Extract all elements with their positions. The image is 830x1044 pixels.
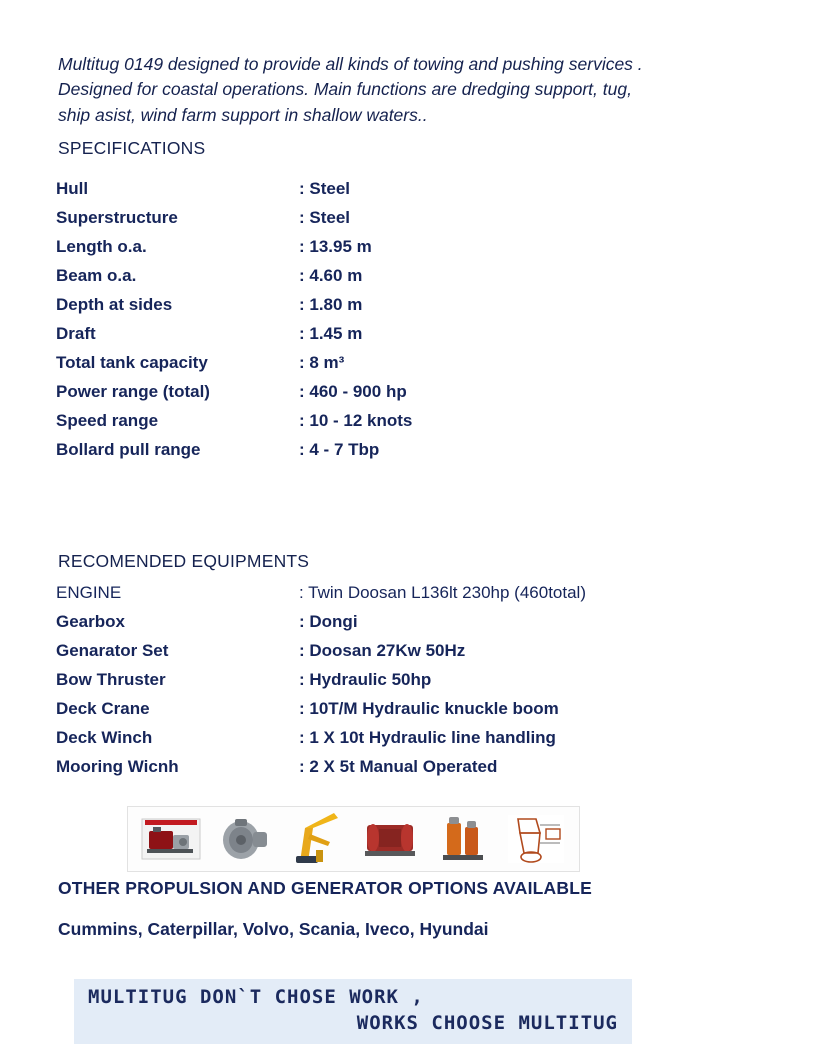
generator-icon bbox=[441, 813, 485, 865]
spec-key: Power range (total) bbox=[56, 381, 210, 401]
engine-photo bbox=[140, 810, 202, 868]
rec-value: : Doosan 27Kw 50Hz bbox=[299, 640, 466, 660]
specifications-heading: SPECIFICATIONS bbox=[58, 138, 206, 158]
slogan-line-1: MULTITUG DON`T CHOSE WORK , bbox=[88, 986, 424, 1008]
table-row bbox=[56, 752, 736, 781]
table-row bbox=[56, 607, 736, 636]
spec-value: : 13.95 m bbox=[299, 236, 372, 256]
specifications-table bbox=[56, 174, 696, 464]
table-row bbox=[56, 174, 696, 203]
rec-key: Bow Thruster bbox=[56, 669, 166, 689]
table-row bbox=[56, 348, 696, 377]
rec-key: Mooring Wicnh bbox=[56, 756, 179, 776]
slogan-box bbox=[74, 979, 632, 1044]
engine-icon bbox=[141, 815, 201, 863]
crane-icon bbox=[286, 812, 348, 866]
rec-key: Gearbox bbox=[56, 611, 125, 631]
table-row bbox=[56, 261, 696, 290]
table-row bbox=[56, 319, 696, 348]
spec-key: Hull bbox=[56, 178, 89, 198]
spec-value: : 1.80 m bbox=[299, 294, 363, 314]
table-row bbox=[56, 290, 696, 319]
recommended-equipments-heading: RECOMENDED EQUIPMENTS bbox=[58, 551, 310, 571]
thruster-diagram bbox=[505, 810, 567, 868]
slogan-line-2: WORKS CHOOSE MULTITUG bbox=[356, 1011, 618, 1034]
table-row bbox=[56, 723, 736, 752]
spec-key: Beam o.a. bbox=[56, 265, 137, 285]
spec-value: : Steel bbox=[299, 178, 351, 198]
table-row bbox=[56, 203, 696, 232]
winch-photo bbox=[359, 810, 421, 868]
other-options-line: OTHER PROPULSION AND GENERATOR OPTIONS AVAILABLE bbox=[58, 878, 592, 898]
spec-key: Bollard pull range bbox=[56, 439, 201, 459]
spec-value: : 10 - 12 knots bbox=[299, 410, 413, 430]
rec-key: Genarator Set bbox=[56, 640, 169, 660]
rec-value: : 2 X 5t Manual Operated bbox=[299, 756, 498, 776]
table-row bbox=[56, 377, 696, 406]
spec-key: Draft bbox=[56, 323, 96, 343]
table-row bbox=[56, 694, 736, 723]
spec-key: Superstructure bbox=[56, 207, 178, 227]
generator-photo bbox=[432, 810, 494, 868]
brands-line: Cummins, Caterpillar, Volvo, Scania, Iveco, Hyundai bbox=[58, 919, 489, 939]
table-row bbox=[56, 636, 736, 665]
spec-key: Total tank capacity bbox=[56, 352, 208, 372]
thruster-diagram-icon bbox=[506, 813, 566, 865]
rec-key: Deck Crane bbox=[56, 698, 150, 718]
gearbox-icon bbox=[217, 814, 271, 864]
table-row bbox=[56, 435, 696, 464]
table-row bbox=[56, 406, 696, 435]
spec-value: : 460 - 900 hp bbox=[299, 381, 407, 401]
table-row bbox=[56, 665, 736, 694]
spec-value: : 4.60 m bbox=[299, 265, 363, 285]
spec-key: Length o.a. bbox=[56, 236, 147, 256]
recommended-equipments-table bbox=[56, 578, 736, 781]
rec-key: ENGINE bbox=[56, 582, 122, 602]
spec-value: : Steel bbox=[299, 207, 351, 227]
crane-photo bbox=[286, 810, 348, 868]
table-row bbox=[56, 578, 736, 607]
rec-key: Deck Winch bbox=[56, 727, 153, 747]
winch-icon bbox=[361, 817, 419, 861]
gearbox-photo bbox=[213, 810, 275, 868]
spec-value: : 8 m³ bbox=[299, 352, 345, 372]
spec-key: Speed range bbox=[56, 410, 159, 430]
rec-value: : Twin Doosan L136lt 230hp (460total) bbox=[299, 582, 586, 602]
rec-value: : Hydraulic 50hp bbox=[299, 669, 432, 689]
spec-key: Depth at sides bbox=[56, 294, 173, 314]
spec-value: : 1.45 m bbox=[299, 323, 363, 343]
spec-value: : 4 - 7 Tbp bbox=[299, 439, 380, 459]
intro-paragraph: Multitug 0149 designed to provide all kinds of towing and pushing services . Designed for coastal operations. Main functions are dredging support, tug, ship asist, wind farm support in shallow waters.. bbox=[58, 53, 643, 125]
rec-value: : Dongi bbox=[299, 611, 358, 631]
rec-value: : 10T/M Hydraulic knuckle boom bbox=[299, 698, 559, 718]
rec-value: : 1 X 10t Hydraulic line handling bbox=[299, 727, 556, 747]
table-row bbox=[56, 232, 696, 261]
equipment-image-strip bbox=[127, 806, 580, 872]
